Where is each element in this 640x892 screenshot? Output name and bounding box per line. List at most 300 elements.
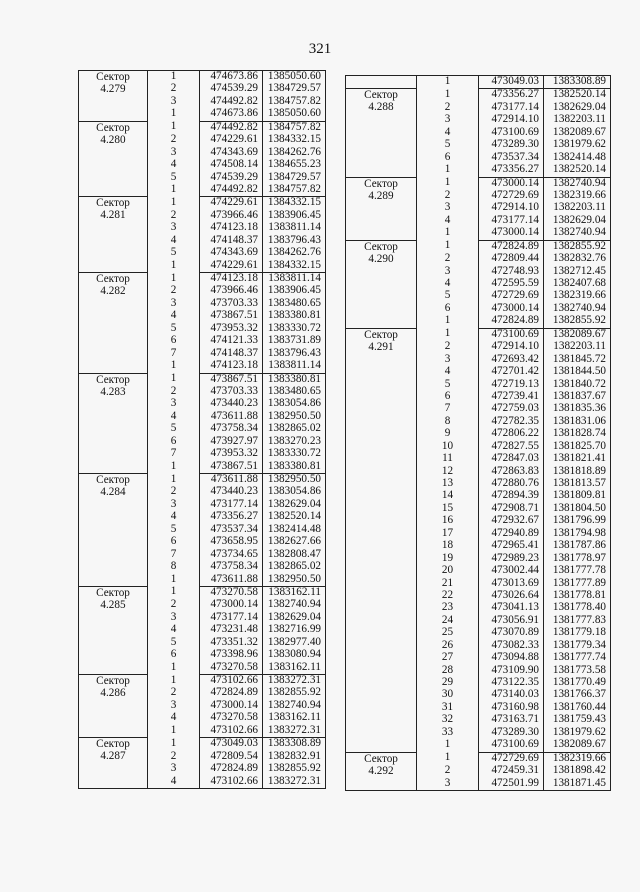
- sector-label-line: Сектор: [364, 752, 398, 765]
- point-number: 1: [148, 574, 200, 587]
- point-number: 9: [417, 428, 479, 440]
- y-coordinate: 1383162.11: [263, 712, 326, 724]
- point-number: 13: [417, 478, 479, 490]
- y-coordinate: 1382629.04: [263, 499, 326, 511]
- x-coordinate: 474148.37: [200, 235, 263, 247]
- sector-label-line: Сектор: [96, 121, 130, 134]
- point-number: 12: [417, 466, 479, 478]
- y-coordinate: 1382203.11: [544, 341, 611, 353]
- x-coordinate: 473140.03: [479, 689, 544, 701]
- point-number: 2: [148, 134, 200, 146]
- x-coordinate: 473049.03: [200, 738, 263, 751]
- point-number: 1: [148, 184, 200, 197]
- x-coordinate: 473100.69: [479, 739, 544, 752]
- x-coordinate: 473177.14: [200, 499, 263, 511]
- y-coordinate: 1381766.37: [544, 689, 611, 701]
- y-coordinate: 1385050.60: [263, 108, 326, 121]
- point-number: 6: [148, 536, 200, 548]
- table-row: [346, 328, 611, 341]
- x-coordinate: 473611.88: [200, 474, 263, 487]
- x-coordinate: 473703.33: [200, 386, 263, 398]
- y-coordinate: 1382740.94: [544, 227, 611, 240]
- table-row: [79, 121, 326, 134]
- x-coordinate: 473734.65: [200, 549, 263, 561]
- sector-label: [346, 76, 417, 89]
- point-number: 5: [148, 172, 200, 184]
- x-coordinate: 473966.46: [200, 210, 263, 222]
- y-coordinate: 1383796.43: [263, 235, 326, 247]
- sector-label: [79, 675, 148, 738]
- point-number: 8: [148, 561, 200, 573]
- x-coordinate: 472729.69: [479, 752, 544, 765]
- point-number: 3: [417, 266, 479, 278]
- point-number: 2: [148, 687, 200, 699]
- x-coordinate: 473966.46: [200, 285, 263, 297]
- point-number: 25: [417, 627, 479, 639]
- point-number: 5: [148, 637, 200, 649]
- x-coordinate: 473109.90: [479, 665, 544, 677]
- y-coordinate: 1383270.23: [263, 436, 326, 448]
- y-coordinate: 1382712.45: [544, 266, 611, 278]
- x-coordinate: 472908.71: [479, 503, 544, 515]
- x-coordinate: 473000.14: [479, 303, 544, 315]
- x-coordinate: 473867.51: [200, 373, 263, 386]
- x-coordinate: 473122.35: [479, 677, 544, 689]
- y-coordinate: 1382520.14: [263, 511, 326, 523]
- sector-label-line: Сектор: [364, 240, 398, 253]
- y-coordinate: 1381777.74: [544, 652, 611, 664]
- point-number: 3: [417, 778, 479, 791]
- x-coordinate: 474539.29: [200, 83, 263, 95]
- y-coordinate: 1382319.66: [544, 290, 611, 302]
- x-coordinate: 474123.18: [200, 360, 263, 373]
- y-coordinate: 1381787.86: [544, 540, 611, 552]
- x-coordinate: 474229.61: [200, 197, 263, 210]
- x-coordinate: 473270.58: [200, 586, 263, 599]
- x-coordinate: 474229.61: [200, 134, 263, 146]
- right-coordinates-table: [345, 75, 611, 791]
- sector-label: [79, 273, 148, 374]
- x-coordinate: 472827.55: [479, 441, 544, 453]
- page-number: 321: [308, 41, 332, 57]
- x-coordinate: 472824.89: [479, 240, 544, 253]
- y-coordinate: 1381777.83: [544, 615, 611, 627]
- point-number: 17: [417, 528, 479, 540]
- x-coordinate: 473758.34: [200, 423, 263, 435]
- x-coordinate: 472824.89: [200, 687, 263, 699]
- table-row: [79, 197, 326, 210]
- x-coordinate: 473041.13: [479, 602, 544, 614]
- y-coordinate: 1382629.04: [544, 102, 611, 114]
- table-row: [346, 76, 611, 89]
- x-coordinate: 472809.44: [479, 253, 544, 265]
- table-row: [346, 240, 611, 253]
- x-coordinate: 472739.41: [479, 391, 544, 403]
- sector-label-line: 4.285: [100, 598, 126, 611]
- y-coordinate: 1381794.98: [544, 528, 611, 540]
- point-number: 7: [148, 549, 200, 561]
- y-coordinate: 1384332.15: [263, 197, 326, 210]
- point-number: 1: [148, 738, 200, 751]
- y-coordinate: 1381813.57: [544, 478, 611, 490]
- sector-label: [79, 373, 148, 474]
- point-number: 33: [417, 727, 479, 739]
- x-coordinate: 473440.23: [200, 486, 263, 498]
- point-number: 3: [148, 763, 200, 775]
- point-number: 5: [148, 323, 200, 335]
- x-coordinate: 472459.31: [479, 765, 544, 777]
- sector-label: [346, 752, 417, 790]
- x-coordinate: 473658.95: [200, 536, 263, 548]
- point-number: 3: [148, 612, 200, 624]
- point-number: 7: [148, 448, 200, 460]
- x-coordinate: 473000.14: [479, 227, 544, 240]
- x-coordinate: 473049.03: [479, 76, 544, 89]
- point-number: 1: [417, 752, 479, 765]
- y-coordinate: 1382740.94: [544, 303, 611, 315]
- y-coordinate: 1383054.86: [263, 398, 326, 410]
- y-coordinate: 1383272.31: [263, 776, 326, 789]
- point-number: 2: [148, 285, 200, 297]
- point-number: 5: [417, 139, 479, 151]
- x-coordinate: 473102.66: [200, 725, 263, 738]
- x-coordinate: 472729.69: [479, 190, 544, 202]
- y-coordinate: 1384332.15: [263, 134, 326, 146]
- table-row: [346, 752, 611, 765]
- y-coordinate: 1381796.99: [544, 515, 611, 527]
- y-coordinate: 1381831.06: [544, 416, 611, 428]
- y-coordinate: 1384655.23: [263, 159, 326, 171]
- x-coordinate: 474492.82: [200, 121, 263, 134]
- y-coordinate: 1384729.57: [263, 172, 326, 184]
- x-coordinate: 472847.03: [479, 453, 544, 465]
- sector-label: [346, 328, 417, 752]
- x-coordinate: 473177.14: [479, 102, 544, 114]
- y-coordinate: 1382627.66: [263, 536, 326, 548]
- point-number: 24: [417, 615, 479, 627]
- point-number: 4: [148, 235, 200, 247]
- y-coordinate: 1383811.14: [263, 273, 326, 286]
- x-coordinate: 474148.37: [200, 348, 263, 360]
- point-number: 7: [148, 348, 200, 360]
- x-coordinate: 473013.69: [479, 578, 544, 590]
- point-number: 1: [148, 675, 200, 688]
- y-coordinate: 1383480.65: [263, 298, 326, 310]
- x-coordinate: 473537.34: [479, 152, 544, 164]
- y-coordinate: 1381840.72: [544, 379, 611, 391]
- sector-label-line: 4.284: [100, 486, 126, 498]
- x-coordinate: 472940.89: [479, 528, 544, 540]
- x-coordinate: 472914.10: [479, 341, 544, 353]
- y-coordinate: 1382407.68: [544, 278, 611, 290]
- x-coordinate: 472701.42: [479, 366, 544, 378]
- y-coordinate: 1382319.66: [544, 190, 611, 202]
- x-coordinate: 472782.35: [479, 416, 544, 428]
- y-coordinate: 1382740.94: [263, 700, 326, 712]
- y-coordinate: 1382865.02: [263, 423, 326, 435]
- y-coordinate: 1382832.91: [263, 751, 326, 763]
- point-number: 1: [417, 76, 479, 89]
- sector-label-line: 4.286: [100, 687, 126, 699]
- x-coordinate: 473611.88: [200, 574, 263, 587]
- table-row: [346, 89, 611, 102]
- y-coordinate: 1382855.92: [544, 240, 611, 253]
- y-coordinate: 1382414.48: [544, 152, 611, 164]
- sector-label-line: Сектор: [96, 675, 130, 687]
- point-number: 1: [148, 461, 200, 474]
- table-row: [79, 71, 326, 84]
- point-number: 1: [417, 240, 479, 253]
- y-coordinate: 1381778.81: [544, 590, 611, 602]
- y-coordinate: 1381777.89: [544, 578, 611, 590]
- y-coordinate: 1381828.74: [544, 428, 611, 440]
- table-row: [79, 675, 326, 688]
- x-coordinate: 473440.23: [200, 398, 263, 410]
- point-number: 3: [417, 114, 479, 126]
- x-coordinate: 473100.69: [479, 127, 544, 139]
- x-coordinate: 472914.10: [479, 202, 544, 214]
- x-coordinate: 472824.89: [479, 315, 544, 328]
- y-coordinate: 1382089.67: [544, 739, 611, 752]
- point-number: 8: [417, 416, 479, 428]
- y-coordinate: 1381770.49: [544, 677, 611, 689]
- y-coordinate: 1382808.47: [263, 549, 326, 561]
- sector-label-line: Сектор: [96, 738, 130, 751]
- x-coordinate: 473927.97: [200, 436, 263, 448]
- sector-label-line: 4.281: [100, 209, 126, 222]
- x-coordinate: 473082.33: [479, 640, 544, 652]
- point-number: 18: [417, 540, 479, 552]
- point-number: 26: [417, 640, 479, 652]
- y-coordinate: 1381777.78: [544, 565, 611, 577]
- point-number: 22: [417, 590, 479, 602]
- point-number: 6: [148, 649, 200, 661]
- point-number: 3: [417, 202, 479, 214]
- y-coordinate: 1381821.41: [544, 453, 611, 465]
- point-number: 11: [417, 453, 479, 465]
- point-number: 3: [148, 398, 200, 410]
- x-coordinate: 474508.14: [200, 159, 263, 171]
- x-coordinate: 473356.27: [200, 511, 263, 523]
- y-coordinate: 1383272.31: [263, 675, 326, 688]
- x-coordinate: 473611.88: [200, 411, 263, 423]
- sector-label-line: Сектор: [96, 71, 130, 83]
- y-coordinate: 1381837.67: [544, 391, 611, 403]
- sector-label: [79, 474, 148, 587]
- x-coordinate: 474123.18: [200, 273, 263, 286]
- x-coordinate: 474229.61: [200, 260, 263, 273]
- x-coordinate: 472989.23: [479, 553, 544, 565]
- y-coordinate: 1383272.31: [263, 725, 326, 738]
- y-coordinate: 1384729.57: [263, 83, 326, 95]
- point-number: 6: [417, 391, 479, 403]
- y-coordinate: 1382520.14: [544, 89, 611, 102]
- sector-label-line: 4.288: [368, 101, 394, 114]
- point-number: 3: [148, 298, 200, 310]
- x-coordinate: 472759.03: [479, 403, 544, 415]
- point-number: 4: [148, 712, 200, 724]
- sector-label-line: Сектор: [364, 89, 398, 102]
- x-coordinate: 474492.82: [200, 184, 263, 197]
- point-number: 2: [148, 83, 200, 95]
- sector-label: [79, 121, 148, 197]
- y-coordinate: 1383162.11: [263, 586, 326, 599]
- point-number: 1: [148, 474, 200, 487]
- sector-label-line: Сектор: [96, 197, 130, 210]
- x-coordinate: 474343.69: [200, 247, 263, 259]
- y-coordinate: 1381759.43: [544, 714, 611, 726]
- point-number: 4: [417, 366, 479, 378]
- sector-label-line: Сектор: [96, 474, 130, 486]
- y-coordinate: 1383906.45: [263, 285, 326, 297]
- sector-label-line: 4.283: [100, 385, 126, 398]
- point-number: 4: [148, 411, 200, 423]
- y-coordinate: 1381835.36: [544, 403, 611, 415]
- y-coordinate: 1381779.18: [544, 627, 611, 639]
- point-number: 6: [417, 152, 479, 164]
- y-coordinate: 1383330.72: [263, 448, 326, 460]
- x-coordinate: 473231.48: [200, 624, 263, 636]
- table-row: [79, 738, 326, 751]
- x-coordinate: 473000.14: [200, 700, 263, 712]
- y-coordinate: 1384757.82: [263, 184, 326, 197]
- x-coordinate: 473270.58: [200, 712, 263, 724]
- point-number: 15: [417, 503, 479, 515]
- sector-label-line: Сектор: [96, 373, 130, 386]
- x-coordinate: 472809.54: [200, 751, 263, 763]
- table-row: [79, 373, 326, 386]
- x-coordinate: 473289.30: [479, 139, 544, 151]
- point-number: 2: [148, 599, 200, 611]
- point-number: 5: [148, 423, 200, 435]
- table-row: [79, 586, 326, 599]
- y-coordinate: 1382950.50: [263, 474, 326, 487]
- x-coordinate: 472824.89: [200, 763, 263, 775]
- y-coordinate: 1383330.72: [263, 323, 326, 335]
- x-coordinate: 473000.14: [200, 599, 263, 611]
- point-number: 19: [417, 553, 479, 565]
- point-number: 1: [148, 373, 200, 386]
- point-number: 4: [417, 127, 479, 139]
- x-coordinate: 474539.29: [200, 172, 263, 184]
- point-number: 4: [148, 624, 200, 636]
- y-coordinate: 1383080.94: [263, 649, 326, 661]
- x-coordinate: 474673.86: [200, 108, 263, 121]
- y-coordinate: 1384757.82: [263, 121, 326, 134]
- point-number: 16: [417, 515, 479, 527]
- point-number: 4: [148, 511, 200, 523]
- x-coordinate: 472914.10: [479, 114, 544, 126]
- y-coordinate: 1382629.04: [544, 215, 611, 227]
- x-coordinate: 474492.82: [200, 96, 263, 108]
- y-coordinate: 1383054.86: [263, 486, 326, 498]
- point-number: 21: [417, 578, 479, 590]
- point-number: 1: [417, 177, 479, 190]
- point-number: 32: [417, 714, 479, 726]
- y-coordinate: 1382855.92: [263, 687, 326, 699]
- y-coordinate: 1382716.99: [263, 624, 326, 636]
- point-number: 1: [148, 71, 200, 84]
- x-coordinate: 473102.66: [200, 675, 263, 688]
- point-number: 3: [148, 222, 200, 234]
- x-coordinate: 472748.93: [479, 266, 544, 278]
- y-coordinate: 1383906.45: [263, 210, 326, 222]
- point-number: 10: [417, 441, 479, 453]
- point-number: 2: [417, 765, 479, 777]
- sector-label-line: 4.279: [100, 83, 126, 95]
- y-coordinate: 1382855.92: [544, 315, 611, 328]
- y-coordinate: 1384757.82: [263, 96, 326, 108]
- point-number: 1: [417, 164, 479, 177]
- point-number: 2: [148, 210, 200, 222]
- x-coordinate: 474123.18: [200, 222, 263, 234]
- point-number: 1: [148, 108, 200, 121]
- x-coordinate: 473002.44: [479, 565, 544, 577]
- y-coordinate: 1382520.14: [544, 164, 611, 177]
- y-coordinate: 1381778.40: [544, 602, 611, 614]
- y-coordinate: 1381804.50: [544, 503, 611, 515]
- y-coordinate: 1382740.94: [263, 599, 326, 611]
- point-number: 4: [148, 310, 200, 322]
- sector-label-line: 4.282: [100, 285, 126, 297]
- point-number: 23: [417, 602, 479, 614]
- y-coordinate: 1384332.15: [263, 260, 326, 273]
- sector-label-line: Сектор: [96, 273, 130, 285]
- y-coordinate: 1381760.44: [544, 702, 611, 714]
- y-coordinate: 1382950.50: [263, 574, 326, 587]
- x-coordinate: 473070.89: [479, 627, 544, 639]
- y-coordinate: 1383796.43: [263, 348, 326, 360]
- y-coordinate: 1382740.94: [544, 177, 611, 190]
- y-coordinate: 1383480.65: [263, 386, 326, 398]
- y-coordinate: 1383731.89: [263, 335, 326, 347]
- x-coordinate: 473163.71: [479, 714, 544, 726]
- point-number: 4: [417, 215, 479, 227]
- sector-label: [79, 738, 148, 789]
- y-coordinate: 1381825.70: [544, 441, 611, 453]
- point-number: 6: [148, 436, 200, 448]
- x-coordinate: 473703.33: [200, 298, 263, 310]
- y-coordinate: 1382414.48: [263, 524, 326, 536]
- point-number: 1: [417, 227, 479, 240]
- x-coordinate: 473356.27: [479, 89, 544, 102]
- sector-label: [346, 240, 417, 328]
- y-coordinate: 1383811.14: [263, 222, 326, 234]
- x-coordinate: 473026.64: [479, 590, 544, 602]
- x-coordinate: 473270.58: [200, 662, 263, 675]
- y-coordinate: 1382629.04: [263, 612, 326, 624]
- y-coordinate: 1384262.76: [263, 147, 326, 159]
- x-coordinate: 473537.34: [200, 524, 263, 536]
- x-coordinate: 472729.69: [479, 290, 544, 302]
- sector-label: [79, 586, 148, 674]
- point-number: 2: [417, 253, 479, 265]
- y-coordinate: 1381779.34: [544, 640, 611, 652]
- x-coordinate: 472595.59: [479, 278, 544, 290]
- point-number: 3: [148, 700, 200, 712]
- left-coordinates-table: [78, 70, 326, 789]
- point-number: 5: [417, 290, 479, 302]
- y-coordinate: 1384262.76: [263, 247, 326, 259]
- x-coordinate: 473867.51: [200, 310, 263, 322]
- x-coordinate: 472932.67: [479, 515, 544, 527]
- y-coordinate: 1381845.72: [544, 354, 611, 366]
- y-coordinate: 1381844.50: [544, 366, 611, 378]
- x-coordinate: 473356.27: [479, 164, 544, 177]
- point-number: 5: [148, 524, 200, 536]
- sector-label: [79, 71, 148, 122]
- sector-label-line: 4.291: [368, 340, 394, 353]
